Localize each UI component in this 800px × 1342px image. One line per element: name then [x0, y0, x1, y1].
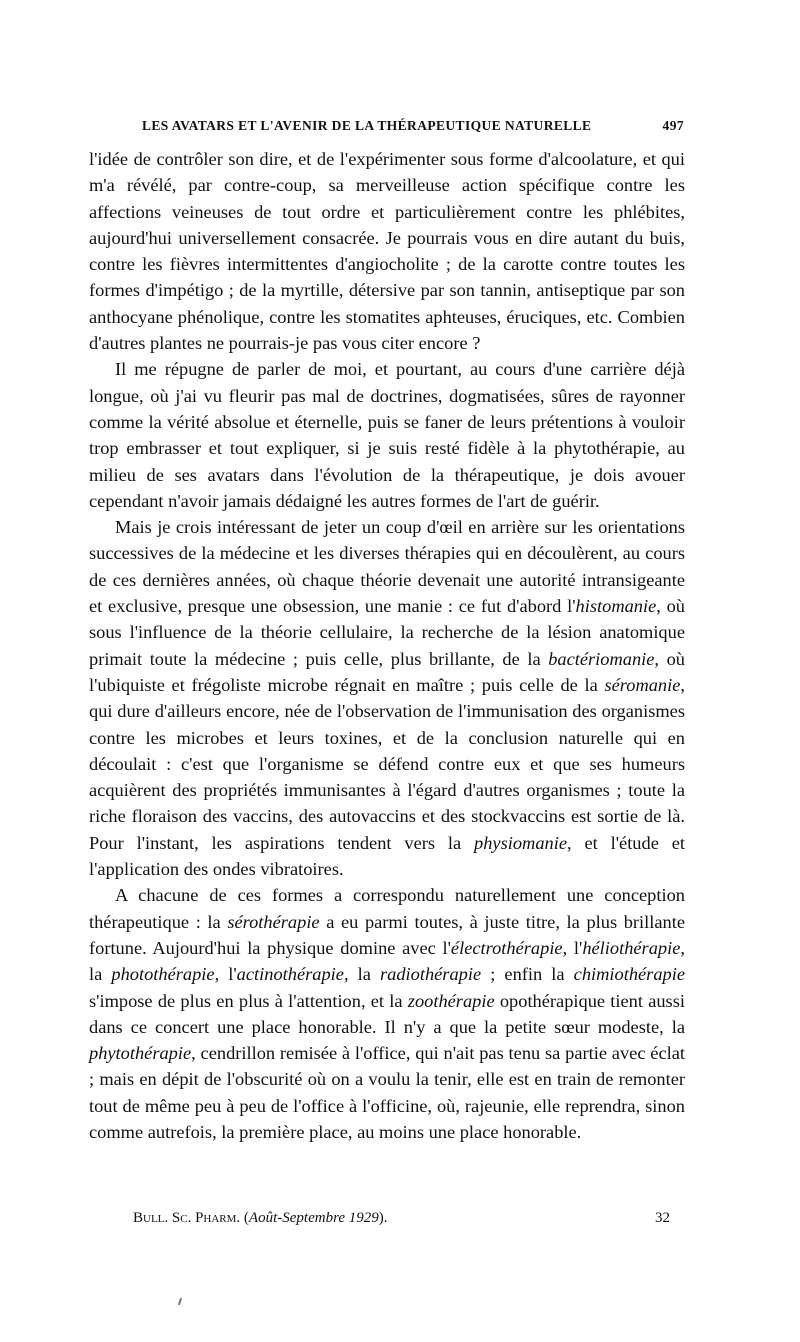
paragraph-4-text: , l' [562, 937, 583, 958]
paragraph-4-text: , la [89, 937, 685, 985]
signature-number: 32 [655, 1210, 670, 1226]
paragraph-3-text: , où sous l'influence de la théorie cellulaire, la recherche de la lésion anatomique primait toute la médecine ; puis celle, plus brillante, de la [89, 596, 685, 669]
term-phytotherapie: phytothérapie [89, 1043, 192, 1064]
term-serotherapie: sérothérapie [227, 911, 320, 932]
paragraph-4-text: opothérapique tient aussi dans ce concert une place honorable. Il n'y a que la petite sœur modeste, la [89, 990, 685, 1037]
term-chimiotherapie: chimiothérapie [573, 964, 685, 985]
term-histomanie: histomanie [575, 596, 657, 617]
term-seromanie: séromanie [604, 674, 681, 695]
paragraph-4-text: , cendrillon remisée à l'office, qui n'ait pas tenu sa partie avec éclat ; mais en dépit de l'obscurité où on a voulu la tenir, elle est en train de remonter tout de même peu à peu de l'office à l'officine, où, rajeunie, elle reprendra, sinon comme autrefois, la première place, au moins une place honorable. [89, 1043, 685, 1142]
paragraph-4-text: ; enfin la [481, 964, 574, 985]
paragraph-3-text: , où l'ubiquiste et frégoliste microbe régnait en maître ; puis celle de la [89, 648, 685, 695]
paragraph-4 [89, 882, 685, 1145]
term-bacteriomanie: bactériomanie [548, 648, 655, 669]
term-heliotherapie: héliothérapie [582, 937, 681, 958]
paragraph-2: Il me répugne de parler de moi, et pourtant, au cours d'une carrière déjà longue, où j'ai vu fleurir pas mal de doctrines, dogmatisées, sûres de rayonner comme la vérité absolue et éternelle, puis se faner de leurs prétentions à vouloir trop embrasser et tout expliquer, si je suis resté fidèle à la phytothérapie, au milieu de ses avatars dans l'évolution de la thérapeutique, je dois avouer cependant n'avoir jamais dédaigné les autres formes de l'art de guérir. [89, 359, 685, 511]
paragraph-4-text: , la [343, 964, 380, 985]
stray-ink-mark [178, 1298, 182, 1305]
paragraph-3-text: , et l'étude et l'application des ondes vibratoires. [89, 832, 685, 880]
page-number: 497 [662, 118, 684, 133]
term-phototherapie: photothérapie [111, 964, 215, 985]
term-physiomanie: physiomanie [474, 832, 567, 853]
footer-citation: Bull. Sc. Pharm. (Août-Septembre 1929). [133, 1210, 388, 1226]
page-footer [133, 1210, 670, 1232]
paragraph-4-text: A chacune de ces formes a correspondu naturellement une conception thérapeutique : la [89, 885, 685, 932]
paragraph-4-text: , l' [214, 964, 237, 985]
paragraph-3-text: , qui dure d'ailleurs encore, née de l'observation de l'immunisation des organismes contre les microbes et leurs toxines, et de la conclusion naturelle qui en découlait : c'est que l'organisme se défend contre eux et que ses humeurs acquièrent des propriétés immunisantes à l'égard d'autres organismes ; toute la riche floraison des vaccins, des autovaccins et des stockvaccins est sortie de là. Pour l'instant, les aspirations tendent vers la [89, 674, 685, 853]
paragraph-4-text: a eu parmi toutes, à juste titre, la plus brillante fortune. Aujourd'hui la physique domine avec l' [89, 911, 685, 958]
term-radiotherapie: radiothérapie [379, 964, 482, 985]
issue-date: Août-Septembre 1929 [248, 1210, 379, 1226]
journal-abbreviation: Bull. Sc. Pharm. [133, 1210, 241, 1226]
term-electrotherapie: électrothérapie [450, 937, 563, 958]
term-actinotherapie: actinothérapie [236, 964, 344, 985]
paragraph-1: l'idée de contrôler son dire, et de l'expérimenter sous forme d'alcoolature, et qui m'a révélé, par contre-coup, sa merveilleuse action spécifique contre les affections veineuses de tout ordre et particulièrement contre les phlébites, aujourd'hui universellement consacrée. Je pourrais vous en dire autant du buis, contre les fièvres intermittentes d'angiocholite ; de la carotte contre toutes les formes d'impétigo ; de la myrtille, détersive par son tannin, antiseptique par son anthocyane phénolique, contre les stomatites aphteuses, éruciques, etc. Combien d'autres plantes ne pourrais-je pas vous citer encore ? [89, 149, 685, 354]
running-title: LES AVATARS ET L'AVENIR DE LA THÉRAPEUTIQUE NATURELLE [142, 118, 592, 133]
article-body [89, 146, 685, 1145]
running-head [142, 118, 684, 138]
term-zootherapie: zoothérapie [407, 990, 495, 1011]
paragraph-3-text: Mais je crois intéressant de jeter un coup d'œil en arrière sur les orientations successives de la médecine et les diverses thérapies qui en découlèrent, au cours de ces dernières années, où chaque théorie devenait une autorité intransigeante et exclusive, presque une obsession, une manie : ce fut d'abord l' [89, 517, 685, 617]
paragraph-4-text: s'impose de plus en plus à l'attention, et la [89, 990, 408, 1011]
paragraph-3 [89, 514, 685, 882]
